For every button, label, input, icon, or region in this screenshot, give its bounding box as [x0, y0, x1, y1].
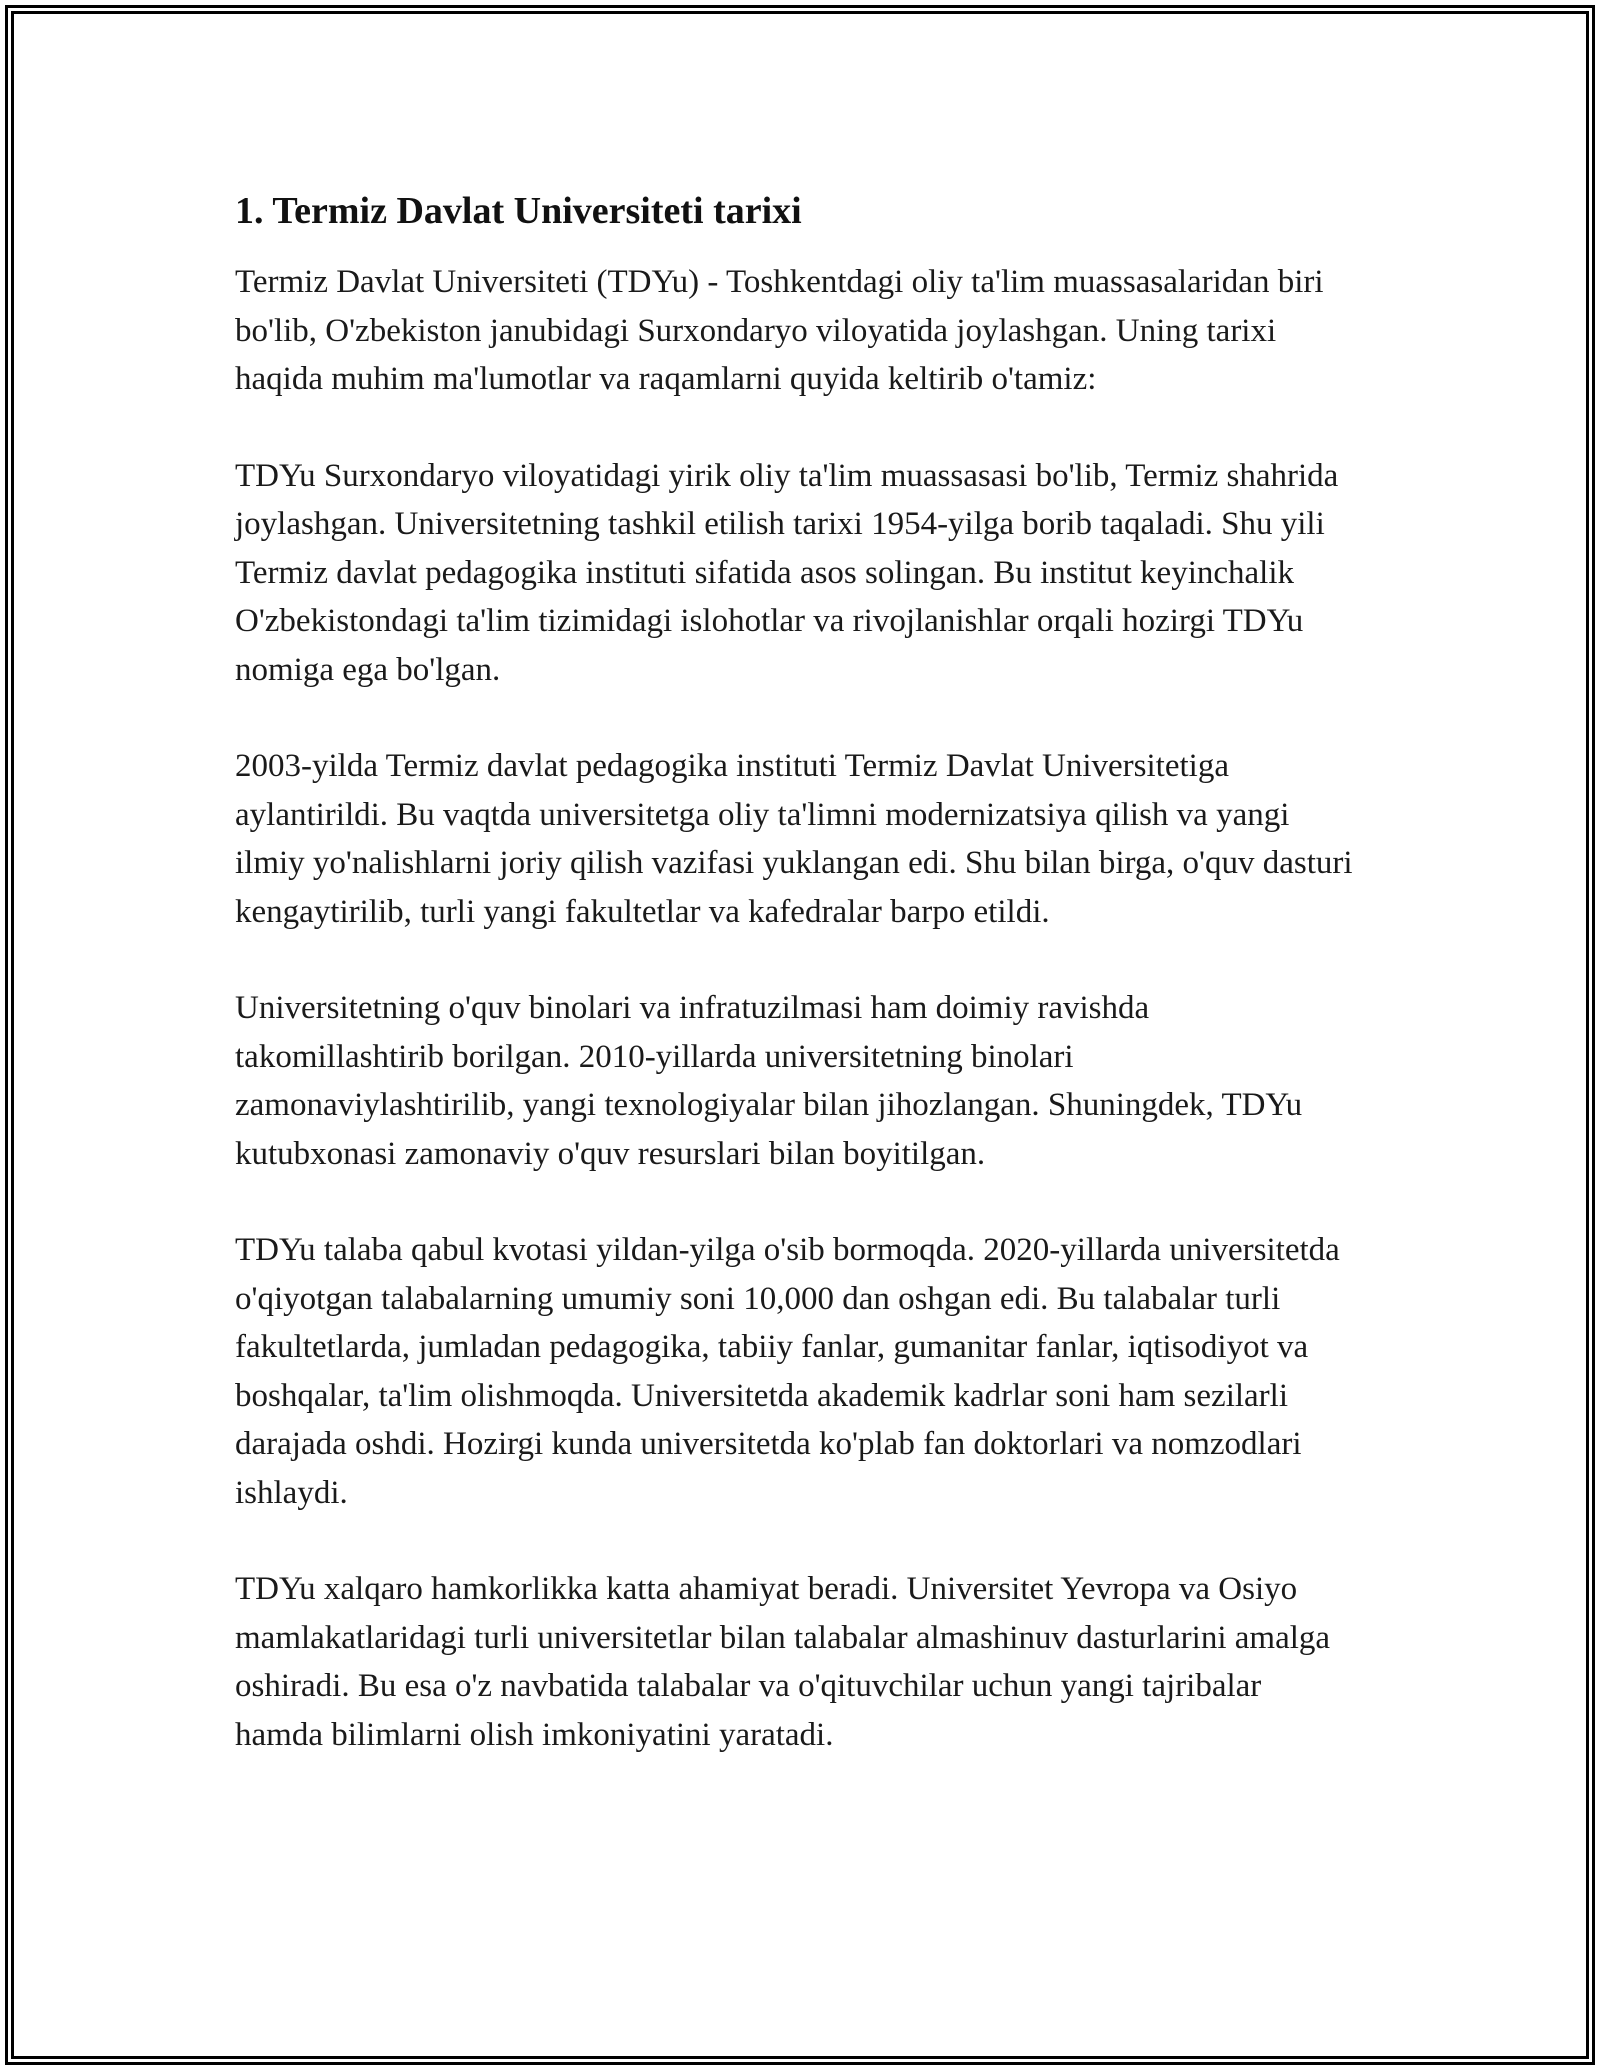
section-heading: 1. Termiz Davlat Universiteti tarixi [235, 190, 802, 232]
paragraph-founding: TDYu Surxondaryo viloyatidagi yirik oliy ta'lim muassasasi bo'lib, Termiz shahrida joylashgan. Universitetning tashkil etilish tarixi 1954-yilga borib taqaladi. Shu yili Termiz davlat pedagogika instituti sifatida asos solingan. Bu institut keyinchalik O'zbekistondagi ta'lim tizimidagi islohotlar va rivojlanishlar orqali hozirgi TDYu nomiga ega bo'lgan. [235, 457, 1339, 688]
paragraph-infrastructure: Universitetning o'quv binolari va infratuzilmasi ham doimiy ravishda takomillashtirib borilgan. 2010-yillarda universitetning binolari zamonaviylashtirilib, yangi texnologiyalar bilan jihozlangan. Shuningdek, TDYu kutubxonasi zamonaviy o'quv resurslari bilan boyitilgan. [235, 990, 1303, 1172]
paragraph-international: TDYu xalqaro hamkorlikka katta ahamiyat beradi. Universitet Yevropa va Osiyo mamlakatlaridagi turli universitetlar bilan talabalar almashinuv dasturlarini amalga oshiradi. Bu esa o'z navbatida talabalar va o'qituvchilar uchun yangi tajribalar hamda bilimlarni olish imkoniyatini yaratadi. [235, 1571, 1331, 1753]
paragraph-intro: Termiz Davlat Universiteti (TDYu) - Toshkentdagi oliy ta'lim muassasalaridan biri bo'lib, O'zbekiston janubidagi Surxondaryo viloyatida joylashgan. Uning tarixi haqida muhim ma'lumotlar va raqamlarni quyida keltirib o'tamiz: [235, 264, 1324, 397]
paragraph-students: TDYu talaba qabul kvotasi yildan-yilga o'sib bormoqda. 2020-yillarda universitetda o'qiyotgan talabalarning umumiy soni 10,000 dan oshgan edi. Bu talabalar turli fakultetlarda, jumladan pedagogika, tabiiy fanlar, gumanitar fanlar, iqtisodiyot va boshqalar, ta'lim olishmoqda. Universitetda akademik kadrlar soni ham sezilarli darajada oshdi. Hozirgi kunda universitetda ko'plab fan doktorlari va nomzodlari ishlaydi. [235, 1232, 1340, 1511]
document-body [235, 186, 1355, 1807]
paragraph-university-status: 2003-yilda Termiz davlat pedagogika instituti Termiz Davlat Universitetiga aylantirildi. Bu vaqtda universitetga oliy ta'limni modernizatsiya qilish va yangi ilmiy yo'nalishlarni joriy qilish vazifasi yuklangan edi. Shu bilan birga, o'quv dasturi kengaytirilib, turli yangi fakultetlar va kafedralar barpo etildi. [235, 748, 1353, 930]
